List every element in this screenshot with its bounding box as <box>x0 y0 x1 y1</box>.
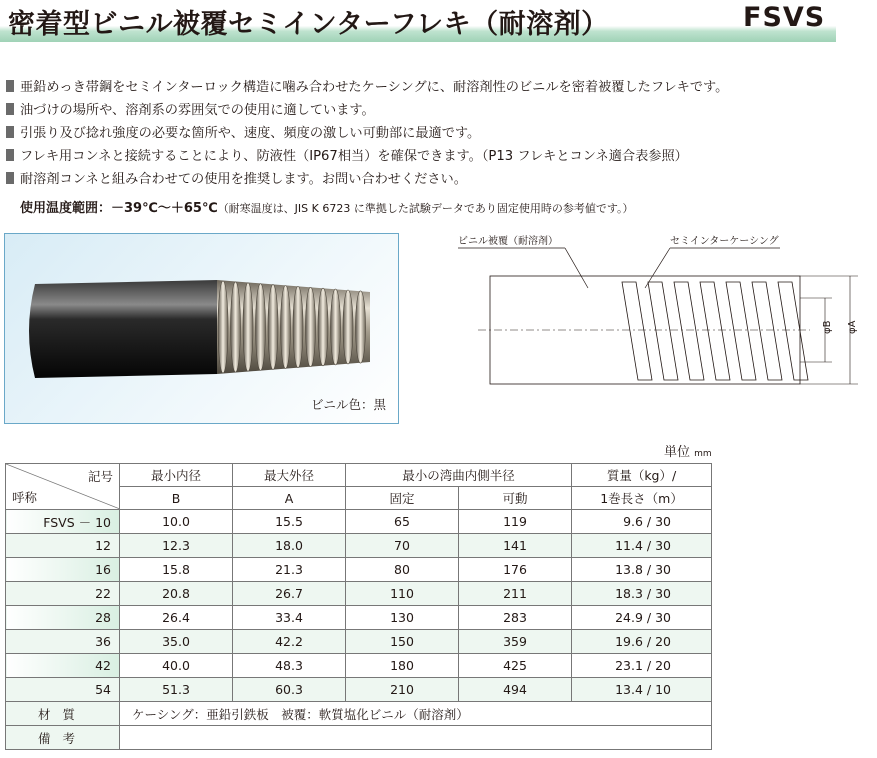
feature-list <box>6 74 876 189</box>
cell-max-outer: 60.3 <box>233 678 346 702</box>
cell-max-outer: 15.5 <box>233 510 346 534</box>
cell-min-inner: 15.8 <box>120 558 233 582</box>
cell-bend-fixed: 180 <box>346 654 459 678</box>
feature-item <box>6 74 876 97</box>
label-casing: セミインターケーシング <box>670 236 779 247</box>
cell-bend-movable: 283 <box>459 606 572 630</box>
bullet-square-icon <box>6 126 14 138</box>
feature-item <box>6 143 876 166</box>
spec-table-body <box>6 510 712 702</box>
coil-shape <box>674 282 704 380</box>
feature-text: 亜鉛めっき帯鋼をセミインターロック構造に噛み合わせたケーシングに、耐溶剤性のビニルを密着被覆したフレキです。 <box>20 80 729 95</box>
page-title: 密着型ビニル被覆セミインターフレキ（耐溶剤） <box>8 9 609 40</box>
cell-bend-fixed: 150 <box>346 630 459 654</box>
header-bend-movable: 可動 <box>459 487 572 510</box>
cell-mass: 11.4 / 30 <box>572 534 712 558</box>
cell-mass: 13.4 / 10 <box>572 678 712 702</box>
row-name: 28 <box>6 606 120 630</box>
spec-table <box>5 463 712 750</box>
rib-shape <box>343 290 353 364</box>
rib-shape <box>218 281 228 373</box>
row-name: 42 <box>6 654 120 678</box>
bullet-square-icon <box>6 172 14 184</box>
dimension-b-label: φB <box>822 320 833 334</box>
remarks-label: 備考 <box>6 726 120 750</box>
rib-shape <box>243 283 253 371</box>
rib-shape <box>318 288 328 366</box>
cell-max-outer: 21.3 <box>233 558 346 582</box>
product-code: FSVS <box>743 2 826 33</box>
cross-section-diagram <box>440 230 870 390</box>
cell-bend-movable: 119 <box>459 510 572 534</box>
coil-shape <box>622 282 652 380</box>
label-coating: ビニル被覆（耐溶剤） <box>458 236 558 247</box>
cell-bend-fixed: 70 <box>346 534 459 558</box>
cell-max-outer: 42.2 <box>233 630 346 654</box>
title-header <box>0 0 877 44</box>
rib-shape <box>256 284 266 371</box>
table-row <box>6 678 712 702</box>
table-row <box>6 558 712 582</box>
cell-min-inner: 12.3 <box>120 534 233 558</box>
coil-shape <box>752 282 782 380</box>
cell-min-inner: 20.8 <box>120 582 233 606</box>
casing-coils <box>622 282 808 380</box>
cell-bend-movable: 141 <box>459 534 572 558</box>
cell-mass: 23.1 / 20 <box>572 654 712 678</box>
feature-item <box>6 120 876 143</box>
cell-mass: 13.8 / 30 <box>572 558 712 582</box>
table-row <box>6 534 712 558</box>
feature-text: 油づけの場所や、溶剤系の雰囲気での使用に適しています。 <box>20 103 375 118</box>
cell-min-inner: 35.0 <box>120 630 233 654</box>
unit-label: 単位 mm <box>664 445 712 460</box>
rib-shape <box>268 285 278 370</box>
bullet-square-icon <box>6 80 14 92</box>
row-name: 16 <box>6 558 120 582</box>
rib-shape <box>281 286 291 369</box>
feature-item <box>6 97 876 120</box>
rib-shape <box>306 287 316 366</box>
coil-shape <box>726 282 756 380</box>
product-photo <box>4 233 399 424</box>
cell-mass: 9.6 / 30 <box>572 510 712 534</box>
cell-max-outer: 48.3 <box>233 654 346 678</box>
cell-bend-movable: 425 <box>459 654 572 678</box>
header-max-outer-symbol: A <box>233 487 346 510</box>
row-name: FSVS － 10 <box>6 510 120 534</box>
coil-shape <box>778 282 808 380</box>
cell-bend-fixed: 210 <box>346 678 459 702</box>
feature-text: 引張り及び捻れ強度の必要な箇所や、速度、頻度の激しい可動部に最適です。 <box>20 126 481 141</box>
cell-max-outer: 33.4 <box>233 606 346 630</box>
row-name: 12 <box>6 534 120 558</box>
cell-max-outer: 26.7 <box>233 582 346 606</box>
table-row <box>6 630 712 654</box>
bullet-square-icon <box>6 149 14 161</box>
corner-header-symbol: 記号 <box>87 469 113 484</box>
header-bend-radius: 最小の湾曲内側半径 <box>346 464 572 487</box>
vinyl-coating-shape <box>29 280 217 378</box>
header-min-inner: 最小内径 <box>120 464 233 487</box>
row-name: 54 <box>6 678 120 702</box>
header-mass: 質量（kg）/ <box>572 464 712 487</box>
feature-text: 耐溶剤コンネと組み合わせての使用を推奨します。お問い合わせください。 <box>20 172 467 187</box>
header-min-inner-symbol: B <box>120 487 233 510</box>
cell-bend-fixed: 65 <box>346 510 459 534</box>
dimension-a-label: φA <box>847 320 858 334</box>
corner-header-name: 呼称 <box>12 490 38 505</box>
cell-min-inner: 26.4 <box>120 606 233 630</box>
row-name: 36 <box>6 630 120 654</box>
bullet-square-icon <box>6 103 14 115</box>
temperature-value: －39℃～＋65℃ <box>111 201 218 216</box>
coil-shape <box>700 282 730 380</box>
row-name: 22 <box>6 582 120 606</box>
table-row <box>6 582 712 606</box>
material-value: ケーシング：亜鉛引鉄板 被覆：軟質塩化ビニル（耐溶剤） <box>120 702 712 726</box>
table-row <box>6 606 712 630</box>
feature-item <box>6 166 876 189</box>
rib-shape <box>331 289 341 365</box>
header-max-outer: 最大外径 <box>233 464 346 487</box>
cell-mass: 24.9 / 30 <box>572 606 712 630</box>
cell-bend-movable: 359 <box>459 630 572 654</box>
cell-bend-fixed: 110 <box>346 582 459 606</box>
cell-bend-fixed: 80 <box>346 558 459 582</box>
cell-min-inner: 40.0 <box>120 654 233 678</box>
remarks-value <box>120 726 712 750</box>
table-row <box>6 654 712 678</box>
rib-shape <box>293 286 303 367</box>
header-bend-fixed: 固定 <box>346 487 459 510</box>
header-mass-length: 1巻長さ（m） <box>572 487 712 510</box>
table-row <box>6 510 712 534</box>
cell-bend-movable: 211 <box>459 582 572 606</box>
cell-min-inner: 10.0 <box>120 510 233 534</box>
cell-bend-movable: 494 <box>459 678 572 702</box>
coil-shape <box>648 282 678 380</box>
rib-shape <box>231 282 241 372</box>
temperature-label: 使用温度範囲： <box>20 201 112 216</box>
temperature-range <box>20 197 633 216</box>
cell-mass: 18.3 / 30 <box>572 582 712 606</box>
cell-bend-fixed: 130 <box>346 606 459 630</box>
feature-text: フレキ用コンネと接続することにより、防液性（IP67相当）を確保できます。（P13 フレキとコンネ適合表参照） <box>20 149 688 164</box>
cell-max-outer: 18.0 <box>233 534 346 558</box>
cell-min-inner: 51.3 <box>120 678 233 702</box>
rib-shape <box>356 291 366 363</box>
cell-bend-movable: 176 <box>459 558 572 582</box>
corner-header <box>6 464 120 510</box>
cell-mass: 19.6 / 20 <box>572 630 712 654</box>
temperature-note: （耐寒温度は、JIS K 6723 に準拠した試験データであり固定使用時の参考値です。） <box>217 202 634 215</box>
material-label: 材質 <box>6 702 120 726</box>
photo-caption: ビニル色：黒 <box>310 397 386 412</box>
